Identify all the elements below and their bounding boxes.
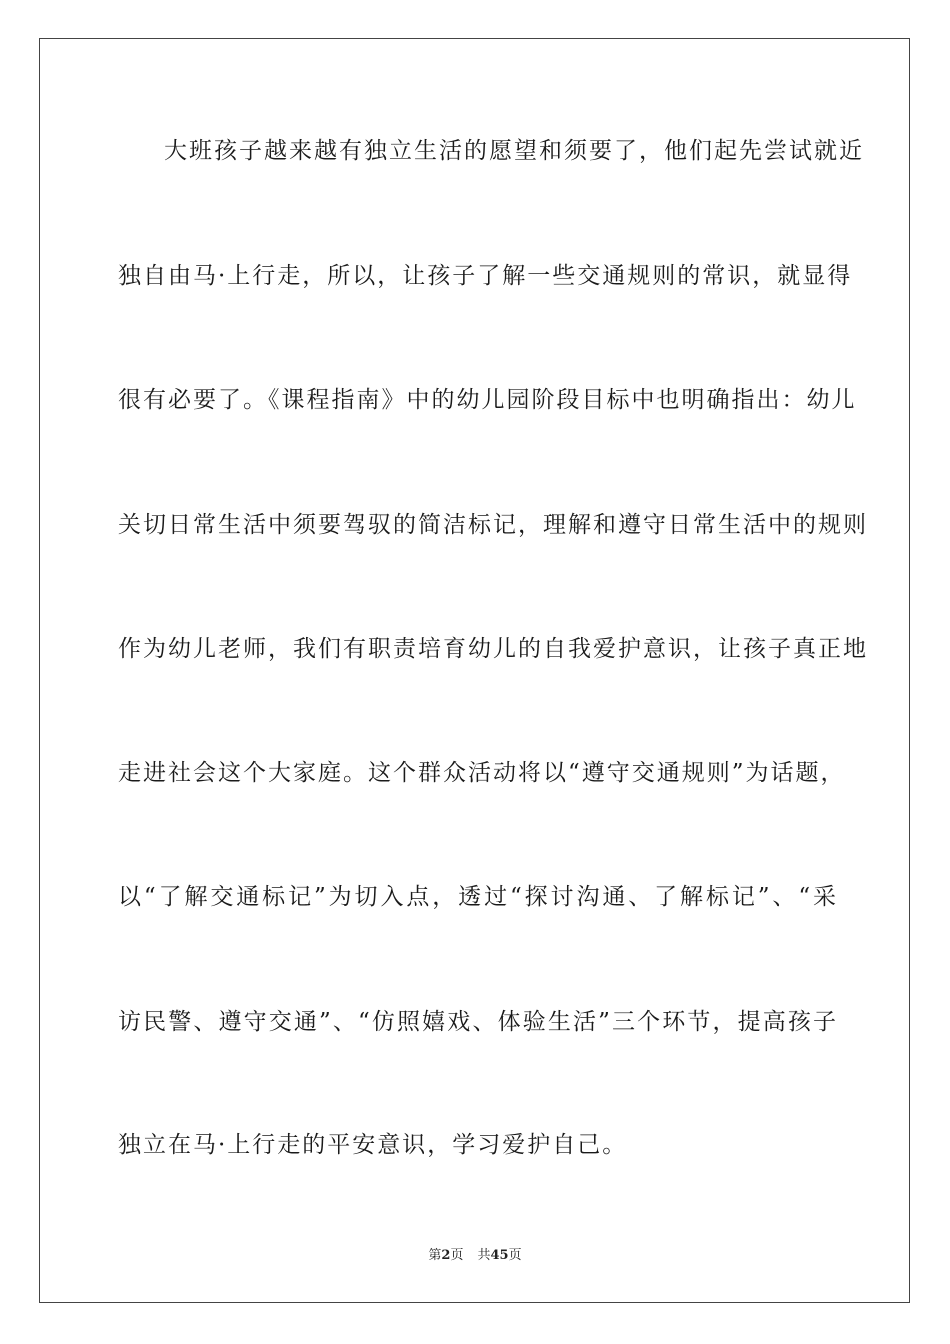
page-border bbox=[39, 38, 910, 1303]
text-line-9: 独立在马·上行走的平安意识，学习爱护自己。 bbox=[118, 1132, 628, 1158]
total-suffix: 页 bbox=[508, 1248, 522, 1263]
text-line-7: 以“了解交通标记”为切入点，透过“探讨沟通、了解标记”、“采 bbox=[118, 884, 838, 910]
text-line-8: 访民警、遵守交通”、“仿照嬉戏、体验生活”三个环节，提高孩子 bbox=[118, 1009, 838, 1035]
text-line-2: 独自由马·上行走，所以，让孩子了解一些交通规则的常识，就显得 bbox=[118, 263, 853, 289]
text-line-1: 大班孩子越来越有独立生活的愿望和须要了，他们起先尝试就近 bbox=[164, 138, 864, 164]
text-line-6: 走进社会这个大家庭。这个群众活动将以“遵守交通规则”为话题， bbox=[118, 760, 846, 786]
page-number: 2 bbox=[441, 1248, 451, 1263]
text-line-4: 关切日常生活中须要驾驭的简洁标记，理解和遵守日常生活中的规则 bbox=[118, 512, 868, 538]
text-line-3: 很有必要了。《课程指南》中的幼儿园阶段目标中也明确指出：幼儿 bbox=[118, 387, 857, 413]
total-pages: 45 bbox=[490, 1248, 509, 1263]
page-prefix: 第 bbox=[428, 1248, 442, 1263]
page-suffix: 页 bbox=[450, 1248, 464, 1263]
total-prefix: 共 bbox=[477, 1248, 491, 1263]
text-line-5: 作为幼儿老师，我们有职责培育幼儿的自我爱护意识，让孩子真正地 bbox=[118, 636, 868, 662]
page-footer bbox=[0, 1248, 950, 1264]
